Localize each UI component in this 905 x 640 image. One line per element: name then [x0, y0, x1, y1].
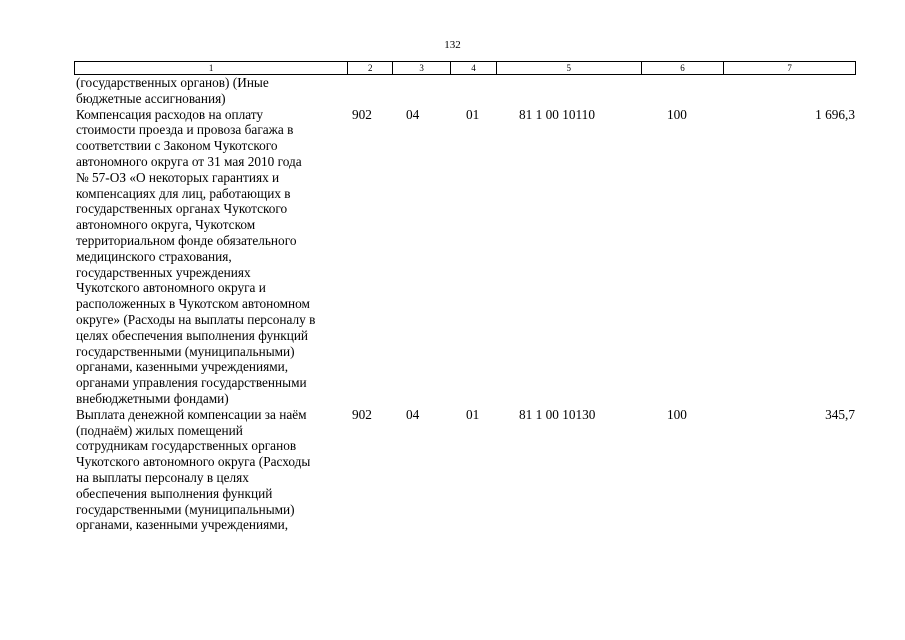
budget-table	[74, 61, 856, 533]
section-code-cell: 04	[406, 106, 420, 122]
section-code-cell	[393, 75, 451, 107]
table-row	[74, 407, 856, 533]
row-name-cell: Выплата денежной компенсации за наём (поднаём) жилых помещений сотрудникам государственных органов Чукотского автономного округа (Расходы на выплаты персоналу в целях обеспечения выполнения функций государственными (муниципальными) органами, казенными учреждениями,	[76, 406, 311, 533]
amount-cell	[725, 75, 856, 107]
expense-type-cell: 100	[667, 106, 687, 122]
amount-cell: 1 696,3	[815, 106, 855, 122]
table-header-row	[74, 61, 856, 75]
expense-type-cell: 100	[667, 406, 687, 422]
amount-cell: 345,7	[825, 406, 855, 422]
row-name-cell: Компенсация расходов на оплату стоимости проезда и провоза багажа в соответствии с Законом Чукотского автономного округа от 31 мая 2010 года № 57-ОЗ «О некоторых гарантиях и компенсациях для лиц, работающих в государственных органах Чукотского автономного округа, Чукотском территориальном фонде обязательного медицинского страхования, государственных учреждениях Чукотского автономного округа и расположенных в Чукотском автономном округе» (Расходы на выплаты персоналу в целях обеспечения выполнения функций государственными (муниципальными) органами, казенными учреждениями, органами управления государственными внебюджетными фондами)	[76, 106, 316, 406]
target-article-cell: 81 1 00 10130	[519, 406, 596, 422]
column-header-1: 1	[75, 62, 348, 74]
target-article-cell: 81 1 00 10110	[519, 106, 595, 122]
page-number: 132	[444, 39, 461, 51]
subsection-code-cell	[451, 75, 497, 107]
table-row	[74, 107, 856, 407]
column-header-7: 7	[787, 63, 792, 73]
row-name-cell: (государственных органов) (Иные бюджетные ассигнования)	[76, 75, 269, 106]
column-header-4: 4	[451, 62, 497, 74]
column-header-5: 5	[497, 62, 642, 74]
expense-type-cell	[642, 75, 725, 107]
table-row	[74, 75, 856, 107]
subsection-code-cell: 01	[466, 106, 480, 122]
column-header-3: 3	[393, 62, 451, 74]
subsection-code-cell: 01	[466, 406, 480, 422]
ministry-code-cell: 902	[352, 106, 372, 122]
target-article-cell	[497, 75, 642, 107]
ministry-code-cell	[348, 75, 393, 107]
section-code-cell: 04	[406, 406, 420, 422]
column-header-2: 2	[348, 62, 393, 74]
ministry-code-cell: 902	[352, 406, 372, 422]
column-header-6: 6	[642, 62, 725, 74]
